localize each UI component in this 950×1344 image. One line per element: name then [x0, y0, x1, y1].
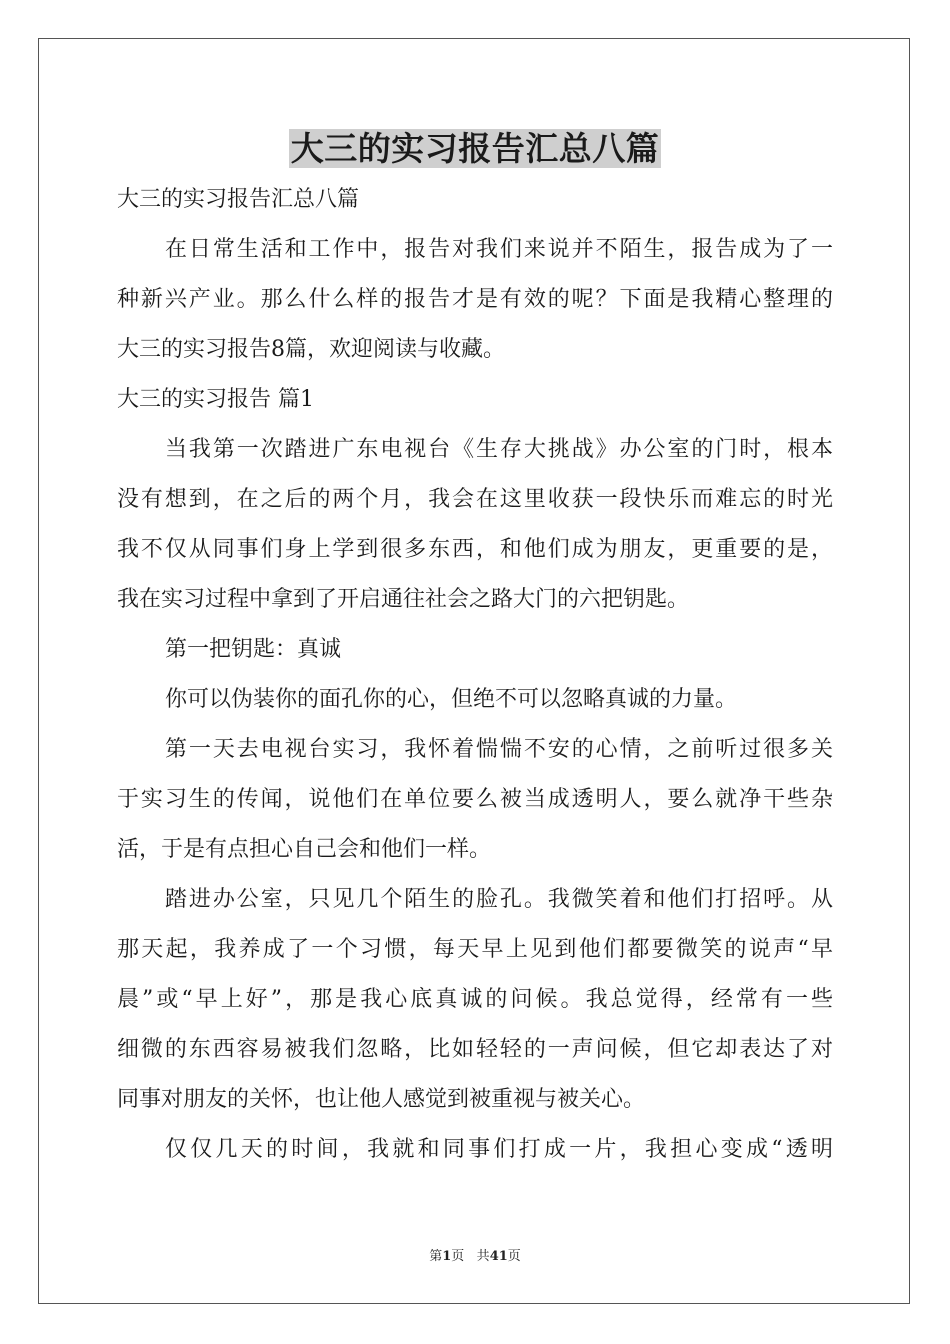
footer-total-pages: 41 — [489, 1249, 508, 1264]
text-line: 大三的实习报告汇总八篇 — [117, 187, 360, 212]
footer-total-prefix: 共 — [476, 1249, 490, 1264]
text-line: 那天起，我养成了一个习惯，每天早上见到他们都要微笑的说声“早 — [117, 937, 833, 962]
footer-total-suffix: 页 — [507, 1249, 521, 1264]
text-line: 细微的东西容易被我们忽略，比如轻轻的一声问候，但它却表达了对 — [117, 1037, 833, 1062]
text-line: 大三的实习报告8篇，欢迎阅读与收藏。 — [117, 337, 505, 362]
text-line: 你可以伪装你的面孔你的心，但绝不可以忽略真诚的力量。 — [165, 687, 738, 712]
text-line: 活，于是有点担心自己会和他们一样。 — [117, 837, 492, 862]
text-line: 于实习生的传闻，说他们在单位要么被当成透明人，要么就净干些杂 — [117, 787, 833, 812]
text-line: 没有想到，在之后的两个月，我会在这里收获一段快乐而难忘的时光 — [117, 487, 833, 512]
footer-page-number: 1 — [442, 1249, 452, 1264]
text-line: 同事对朋友的关怀，也让他人感觉到被重视与被关心。 — [117, 1087, 646, 1112]
text-line: 踏进办公室，只见几个陌生的脸孔。我微笑着和他们打招呼。从 — [165, 887, 833, 912]
text-line: 当我第一次踏进广东电视台《生存大挑战》办公室的门时，根本 — [165, 437, 833, 462]
document-title-text: 大三的实习报告汇总八篇 — [290, 129, 660, 168]
text-line: 我在实习过程中拿到了开启通往社会之路大门的六把钥匙。 — [117, 587, 690, 612]
footer-page-suffix: 页 — [451, 1249, 465, 1264]
text-line: 晨”或“早上好”，那是我心底真诚的问候。我总觉得，经常有一些 — [117, 987, 833, 1012]
footer-page-prefix: 第 — [429, 1249, 443, 1264]
text-line: 种新兴产业。那么什么样的报告才是有效的呢？下面是我精心整理的 — [117, 287, 833, 312]
document-title — [0, 124, 950, 174]
text-line: 仅仅几天的时间，我就和同事们打成一片，我担心变成“透明 — [165, 1137, 833, 1162]
page-footer — [0, 1245, 950, 1264]
document-body — [117, 175, 833, 1175]
text-line: 大三的实习报告 篇1 — [117, 387, 314, 412]
text-line: 第一天去电视台实习，我怀着惴惴不安的心情，之前听过很多关 — [165, 737, 833, 762]
text-line: 在日常生活和工作中，报告对我们来说并不陌生，报告成为了一 — [165, 237, 833, 262]
text-line: 我不仅从同事们身上学到很多东西，和他们成为朋友，更重要的是， — [117, 537, 833, 562]
text-line: 第一把钥匙：真诚 — [165, 637, 342, 662]
